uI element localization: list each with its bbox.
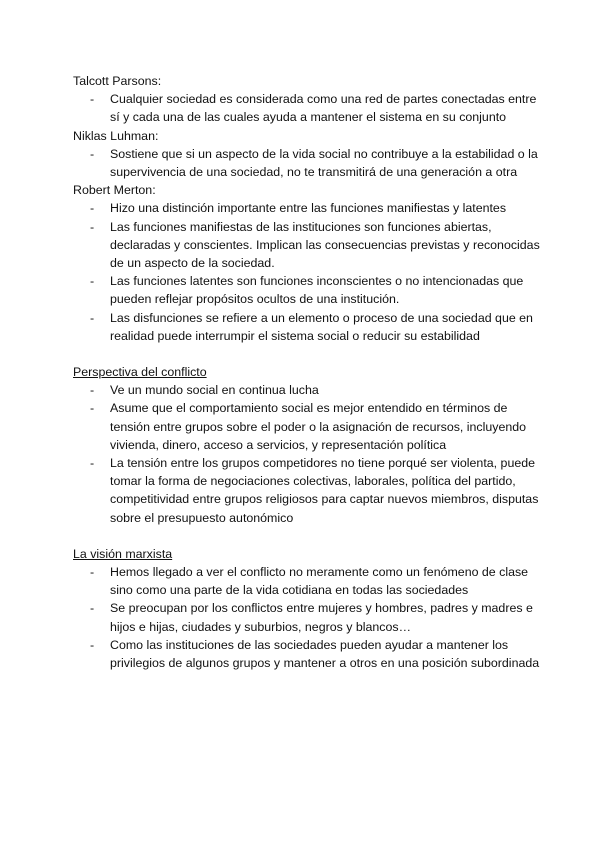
list-item: - Hemos llegado a ver el conflicto no meramente como un fenómeno de clase sino como una parte de la vida cotidiana en todas las sociedades <box>110 563 540 599</box>
list-item: - Sostiene que si un aspecto de la vida social no contribuye a la estabilidad o la supervivencia de una sociedad, no te transmitirá de una generación a otra <box>110 145 540 181</box>
section-marxist-view <box>73 545 540 672</box>
spacer <box>73 527 540 545</box>
list-item: - La tensión entre los grupos competidores no tiene porqué ser violenta, puede tomar la forma de negociaciones colectivas, laborales, política del partido, competitividad entre grupos religiosos para captar nuevos miembros, disputas sobre el presupuesto autonómico <box>110 454 540 527</box>
section-parsons <box>73 72 540 127</box>
spacer <box>73 345 540 363</box>
list-item: - Las disfunciones se refiere a un elemento o proceso de una sociedad que en realidad puede interrumpir el sistema social o reducir su estabilidad <box>110 309 540 345</box>
list-item: - Ve un mundo social en continua lucha <box>110 381 540 399</box>
list-item: - Como las instituciones de las sociedades pueden ayudar a mantener los privilegios de algunos grupos y mantener a otros en una posición subordinada <box>110 636 540 672</box>
bullet-list <box>73 199 540 345</box>
section-merton <box>73 181 540 345</box>
list-item: - Las funciones latentes son funciones inconscientes o no intencionadas que pueden reflejar propósitos ocultos de una institución. <box>110 272 540 308</box>
list-item: - Hizo una distinción importante entre las funciones manifiestas y latentes <box>110 199 540 217</box>
list-item: - Se preocupan por los conflictos entre mujeres y hombres, padres y madres e hijos e hijas, ciudades y suburbios, negros y blancos… <box>110 599 540 635</box>
bullet-list <box>73 90 540 126</box>
section-heading: Niklas Luhman: <box>73 128 159 143</box>
bullet-list <box>73 381 540 527</box>
list-item: - Las funciones manifiestas de las instituciones son funciones abiertas, declaradas y conscientes. Implican las consecuencias previstas y reconocidas de un aspecto de la sociedad. <box>110 218 540 273</box>
bullet-list <box>73 563 540 672</box>
section-conflict-perspective <box>73 363 540 527</box>
section-luhman <box>73 127 540 182</box>
list-item: - Cualquier sociedad es considerada como una red de partes conectadas entre sí y cada una de las cuales ayuda a mantener el sistema en su conjunto <box>110 90 540 126</box>
section-heading: Robert Merton: <box>73 183 156 198</box>
section-heading: La visión marxista <box>73 546 173 561</box>
section-heading: Perspectiva del conflicto <box>73 365 207 380</box>
section-heading: Talcott Parsons: <box>73 74 162 88</box>
list-item: - Asume que el comportamiento social es mejor entendido en términos de tensión entre grupos sobre el poder o la asignación de recursos, incluyendo vivienda, dinero, acceso a servicios, y representación política <box>110 399 540 454</box>
bullet-list <box>73 145 540 181</box>
